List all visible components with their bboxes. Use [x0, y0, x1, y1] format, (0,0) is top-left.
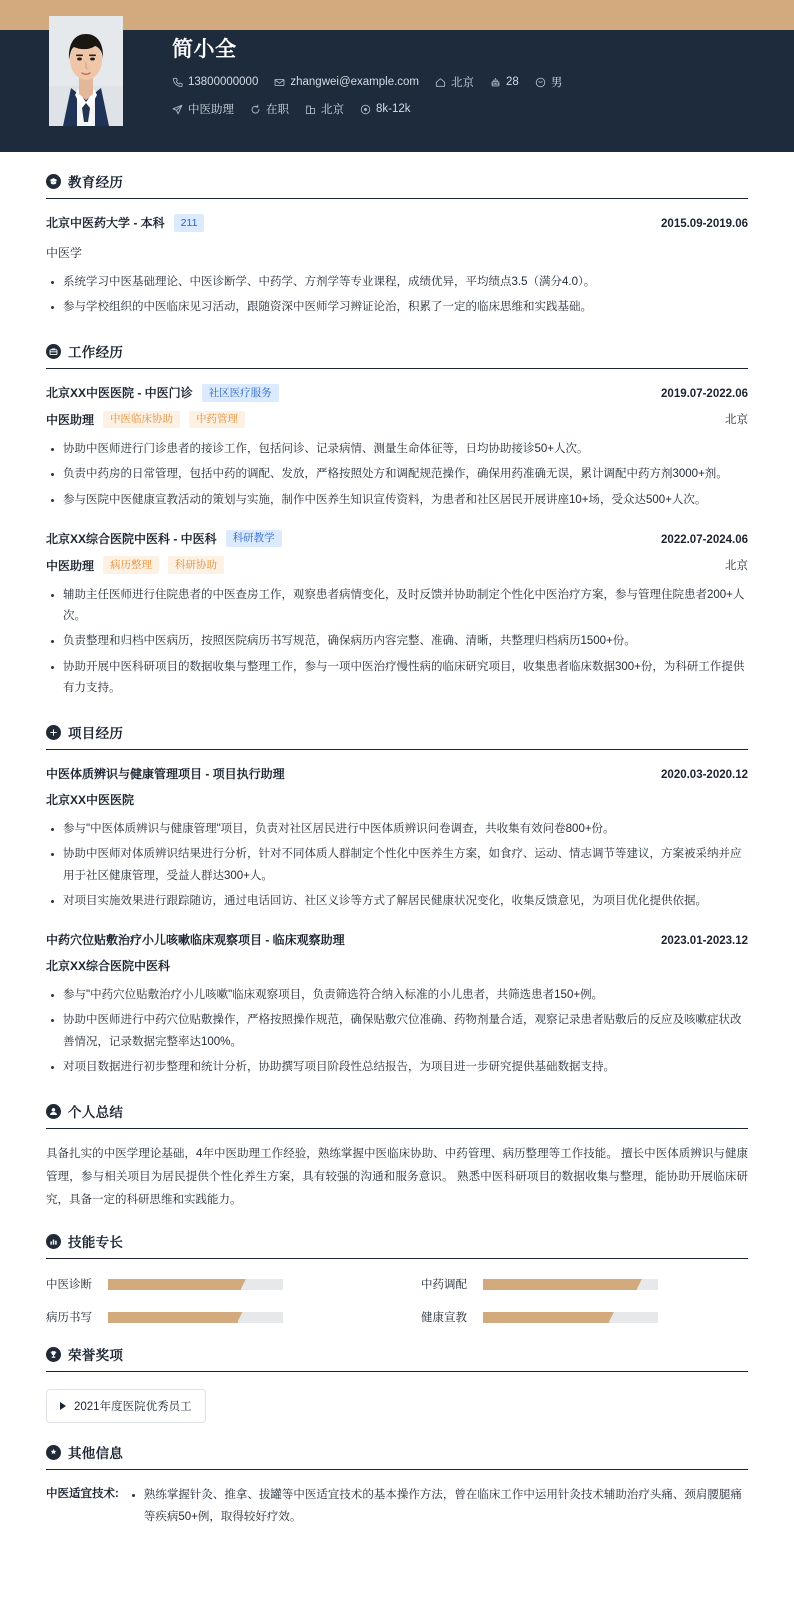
skill-item	[46, 1309, 373, 1325]
list-item: 负责整理和归档中医病历，按照医院病历书写规范，确保病历内容完整、准确、清晰，共整理归档病历1500+份。	[46, 631, 748, 652]
contact-age	[490, 76, 519, 88]
project-bullets	[46, 985, 748, 1078]
list-item: 协助开展中医科研项目的数据收集与整理工作，参与一项中医治疗慢性病的临床研究项目，收集患者临床数据300+份，为科研工作提供有力支持。	[46, 657, 748, 700]
gender-icon	[535, 77, 546, 88]
skill-progress-fill	[483, 1312, 609, 1323]
list-item: 辅助主任医师进行住院患者的中医查房工作，观察患者病情变化，及时反馈并协助制定个性化中医治疗方案，参与管理住院患者200+人次。	[46, 585, 748, 628]
other-group	[46, 1485, 748, 1528]
education-date: 2015.09-2019.06	[661, 218, 748, 231]
education-school: 北京中医药大学 - 本科	[46, 216, 165, 231]
work-role-tag: 病历整理	[103, 556, 159, 574]
job-status	[250, 101, 289, 117]
work-bullets	[46, 585, 748, 699]
section-title-summary: 个人总结	[68, 1105, 124, 1121]
section-divider-skills	[46, 1258, 748, 1259]
job-status-value: 在职	[266, 104, 289, 117]
chart-icon	[46, 1234, 61, 1249]
summary-text: 具备扎实的中医学理论基础，4年中医助理工作经验，熟练掌握中医临床协助、中药管理、病历整理等工作技能。 擅长中医体质辨识与健康管理，参与相关项目为居民提供个性化养生方案，具有较强的沟通和服务意识。 熟悉中医科研项目的数据收集与整理，能协助开展临床研究，具备一定的科研思维和实践能力。	[46, 1148, 748, 1207]
project-item	[46, 916, 748, 1078]
paper-plane-icon	[172, 104, 183, 115]
list-item: 参与学校组织的中医临床见习活动，跟随资深中医师学习辨证论治，积累了一定的临床思维和实践基础。	[46, 297, 748, 318]
contact-phone-value: 13800000000	[188, 76, 259, 89]
awards-list	[46, 1389, 748, 1423]
job-target	[172, 101, 234, 117]
work-date: 2019.07-2022.06	[661, 388, 748, 401]
contact-row-primary	[172, 74, 754, 90]
skill-progress-track	[108, 1279, 283, 1290]
user-icon	[46, 1104, 61, 1119]
skill-label: 中药调配	[421, 1279, 467, 1292]
section-divider-summary	[46, 1128, 748, 1129]
contact-gender-value: 男	[550, 77, 563, 90]
section-divider-other	[46, 1469, 748, 1470]
section-header-education	[46, 152, 748, 191]
section-skills	[0, 1212, 794, 1325]
skill-item	[421, 1309, 748, 1325]
job-target-value: 中医助理	[188, 104, 234, 117]
other-label: 中医适宜技术:	[46, 1488, 119, 1501]
trophy-icon	[46, 1347, 61, 1362]
section-summary	[0, 1082, 794, 1212]
section-header-skills	[46, 1212, 748, 1251]
contact-hometown	[435, 74, 474, 90]
project-name: 中医体质辨识与健康管理项目 - 项目执行助理	[46, 767, 285, 782]
skills-grid	[46, 1276, 748, 1325]
section-header-summary	[46, 1082, 748, 1121]
project-bullets	[46, 819, 748, 912]
award-chip[interactable]	[46, 1389, 206, 1423]
header-info	[172, 38, 754, 117]
skill-item	[46, 1276, 373, 1292]
work-item	[46, 515, 748, 699]
briefcase-icon	[46, 344, 61, 359]
award-label: 2021年度医院优秀员工	[74, 1401, 192, 1414]
email-icon	[274, 77, 285, 88]
section-title-work: 工作经历	[68, 345, 124, 361]
work-location: 北京	[725, 414, 748, 427]
skill-progress-track	[483, 1279, 658, 1290]
skill-progress-fill	[108, 1312, 238, 1323]
section-title-projects: 项目经历	[68, 726, 124, 742]
work-role-tag: 中药管理	[189, 411, 245, 429]
work-company: 北京XX中医医院 - 中医门诊	[46, 386, 193, 401]
avatar	[49, 16, 123, 126]
section-divider-awards	[46, 1371, 748, 1372]
section-title-other: 其他信息	[68, 1446, 124, 1462]
other-bullets	[127, 1485, 748, 1528]
project-date: 2020.03-2020.12	[661, 769, 748, 782]
project-icon	[46, 725, 61, 740]
work-item	[46, 369, 748, 511]
job-city-value: 北京	[321, 104, 344, 117]
list-item: 熟练掌握针灸、推拿、拔罐等中医适宜技术的基本操作方法，曾在临床工作中运用针灸技术辅助治疗头痛、颈肩腰腿痛等疾病50+例，取得较好疗效。	[127, 1485, 748, 1528]
page-title: 简小全	[172, 38, 237, 61]
section-other	[0, 1423, 794, 1528]
contact-hometown-value: 北京	[451, 77, 475, 90]
work-role-tag: 中医临床协助	[103, 411, 180, 429]
skill-progress-fill	[483, 1279, 637, 1290]
project-item	[46, 750, 748, 912]
section-header-other	[46, 1423, 748, 1462]
list-item: 系统学习中医基础理论、中医诊断学、中药学、方剂学等专业课程，成绩优异，平均绩点3.5（满分4.0）。	[46, 272, 748, 293]
cake-icon	[490, 77, 501, 88]
skill-label: 中医诊断	[46, 1279, 92, 1292]
list-item: 对项目实施效果进行跟踪随访，通过电话回访、社区义诊等方式了解居民健康状况变化，收集反馈意见，为项目优化提供依据。	[46, 891, 748, 912]
section-projects	[0, 703, 794, 1078]
contact-age-value: 28	[506, 76, 519, 89]
home-icon	[435, 77, 446, 88]
page-bottom-spacer	[0, 1528, 794, 1554]
work-date: 2022.07-2024.06	[661, 534, 748, 547]
list-item: 参与"中医体质辨识与健康管理"项目，负责对社区居民进行中医体质辨识问卷调查，共收集有效问卷800+份。	[46, 819, 748, 840]
section-title-skills: 技能专长	[68, 1235, 124, 1251]
skill-progress-track	[483, 1312, 658, 1323]
section-header-projects	[46, 703, 748, 742]
skill-label: 健康宣教	[421, 1312, 467, 1325]
resume-header	[0, 0, 794, 152]
contact-row-secondary	[172, 101, 754, 117]
education-major: 中医学	[46, 245, 83, 260]
section-awards	[0, 1325, 794, 1423]
skill-item	[421, 1276, 748, 1292]
list-item: 协助中医师进行中药穴位贴敷操作，严格按照操作规范，确保贴敷穴位准确、药物剂量合适，观察记录患者贴敷后的反应及咳嗽症状改善情况，记录数据完整率达100%。	[46, 1010, 748, 1053]
work-role-tag: 科研协助	[168, 556, 224, 574]
play-triangle-icon	[60, 1402, 66, 1410]
project-name: 中药穴位贴敷治疗小儿咳嗽临床观察项目 - 临床观察助理	[46, 933, 345, 948]
status-icon	[250, 104, 261, 115]
project-org: 北京XX中医医院	[46, 793, 135, 808]
work-company-tag: 社区医疗服务	[202, 384, 279, 402]
job-city	[305, 101, 344, 117]
job-salary	[360, 103, 411, 115]
skill-progress-track	[108, 1312, 283, 1323]
skill-label: 病历书写	[46, 1312, 92, 1325]
contact-gender	[535, 74, 563, 90]
list-item: 参与"中药穴位贴敷治疗小儿咳嗽"临床观察项目，负责筛选符合纳入标准的小儿患者，共筛选患者150+例。	[46, 985, 748, 1006]
education-item	[46, 199, 748, 318]
section-header-awards	[46, 1325, 748, 1364]
work-role: 中医助理	[46, 558, 95, 573]
skill-progress-fill	[108, 1279, 241, 1290]
phone-icon	[172, 77, 183, 88]
section-work	[0, 322, 794, 699]
work-company: 北京XX综合医院中医科 - 中医科	[46, 532, 217, 547]
work-location: 北京	[725, 560, 748, 573]
contact-email-value: zhangwei@example.com	[290, 76, 420, 89]
list-item: 协助中医师进行门诊患者的接诊工作，包括问诊、记录病情、测量生命体征等，日均协助接诊50+人次。	[46, 439, 748, 460]
other-body	[119, 1485, 748, 1528]
section-title-education: 教育经历	[68, 175, 124, 190]
project-org: 北京XX综合医院中医科	[46, 959, 171, 974]
list-item: 协助中医师对体质辨识结果进行分析，针对不同体质人群制定个性化中医养生方案，如食疗、运动、情志调节等建议，方案被采纳并应用于社区健康管理，受益人群达300+人。	[46, 844, 748, 887]
contact-email	[274, 76, 419, 88]
building-icon	[305, 104, 316, 115]
job-salary-value: 8k-12k	[376, 103, 411, 116]
contact-phone	[172, 76, 258, 88]
info-icon	[46, 1445, 61, 1460]
work-company-tag: 科研教学	[226, 530, 282, 548]
work-role: 中医助理	[46, 412, 95, 427]
project-date: 2023.01-2023.12	[661, 935, 748, 948]
work-bullets	[46, 439, 748, 511]
education-tag: 211	[174, 214, 205, 232]
list-item: 对项目数据进行初步整理和统计分析，协助撰写项目阶段性总结报告，为项目进一步研究提供基础数据支持。	[46, 1057, 748, 1078]
salary-icon	[360, 104, 371, 115]
education-bullets	[46, 272, 748, 319]
list-item: 负责中药房的日常管理，包括中药的调配、发放，严格按照处方和调配规范操作，确保用药准确无误，累计调配中药方剂3000+剂。	[46, 464, 748, 485]
section-header-work	[46, 322, 748, 361]
list-item: 参与医院中医健康宣教活动的策划与实施，制作中医养生知识宣传资料，为患者和社区居民开展讲座10+场，受众达500+人次。	[46, 490, 748, 511]
graduation-icon	[46, 174, 61, 189]
section-title-awards: 荣誉奖项	[68, 1348, 124, 1364]
section-education	[0, 152, 794, 318]
